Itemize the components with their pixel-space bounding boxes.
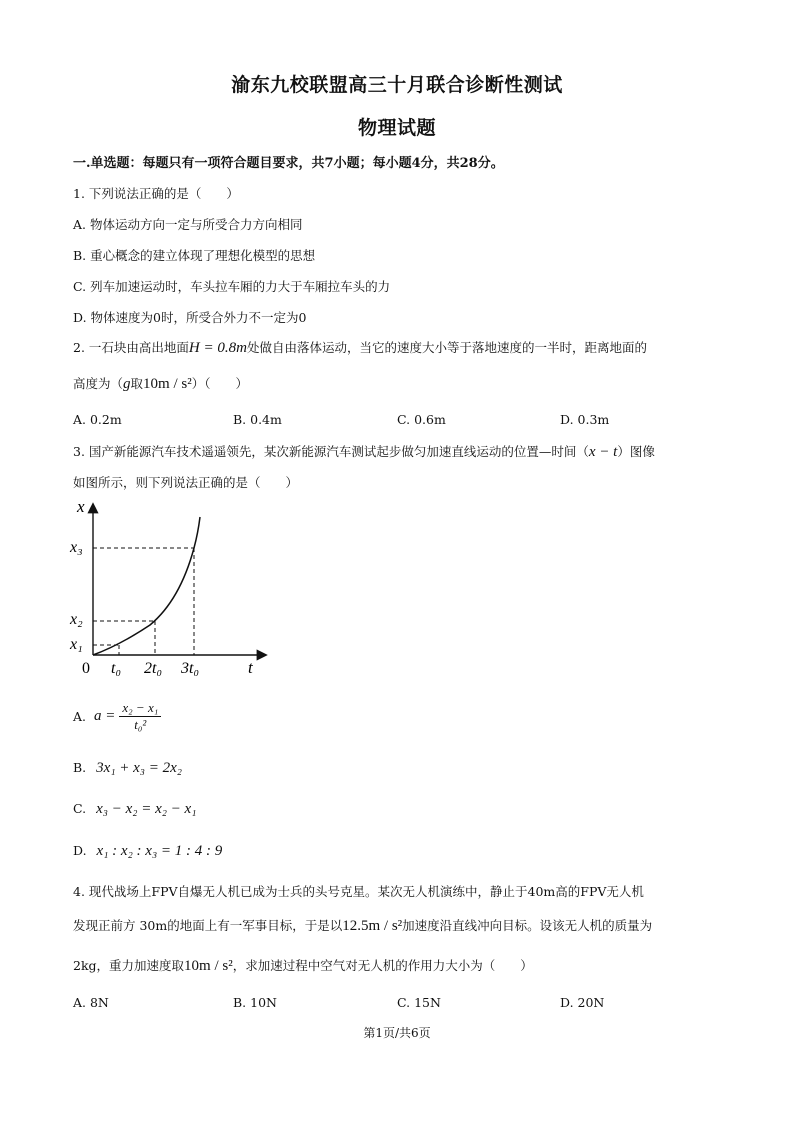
question-3-stem-line2: 如图所示，则下列说法正确的是（ ） [73, 475, 299, 490]
position-curve [93, 517, 200, 655]
question-4-line1: 4. 现代战场上FPV自爆无人机已成为士兵的头号克星。某次无人机演练中，静止于40m高的FPV无人机 [73, 884, 644, 899]
question-2-stem-part-b: 处做自由落体运动，当它的速度大小等于落地速度的一半时，距离地面的 [246, 340, 647, 355]
question-3-option-b [73, 760, 182, 777]
option-b-formula: 3x₁ + x₃ = 2x₂ [96, 760, 183, 776]
x2-label: x₂ [70, 611, 83, 628]
question-2-stem [73, 338, 647, 357]
option-b-prefix: B. [73, 760, 87, 775]
option-c-prefix: C. [73, 801, 87, 816]
question-2-line2-part-a: 高度为（ [73, 376, 124, 391]
option-a-prefix: A. [73, 709, 87, 724]
page-footer: 第1页/共6页 [363, 1026, 431, 1040]
3t0-label: 3t₀ [181, 660, 200, 677]
section-heading: 一.单选题：每题只有一项符合题目要求，共7小题；每小题4分，共28分。 [73, 156, 504, 171]
question-3-line1-text: 3. 国产新能源汽车技术遥遥领先，某次新能源汽车测试起步做匀加速直线运动的位置—时间（ [73, 444, 589, 459]
question-2-g-symbol: g [123, 376, 131, 392]
question-4-line2-a: 发现正前方 30m的地面上有一军事目标，于是以 [73, 918, 343, 933]
question-4-gravity: 10m / s² [184, 958, 233, 974]
question-1-option-d: D. 物体速度为0时，所受合外力不一定为0 [73, 310, 307, 325]
question-2-height-value: H = 0.8m [188, 340, 247, 356]
x-axis-label: t [248, 658, 253, 677]
exam-subtitle: 物理试题 [357, 117, 436, 139]
question-4-line3 [73, 956, 533, 975]
option-a-denominator: t₀² [134, 717, 147, 732]
option-a-fraction [119, 700, 161, 733]
question-1-option-c: C. 列车加速运动时，车头拉车厢的力大于车厢拉车头的力 [73, 279, 391, 294]
question-1-option-b: B. 重心概念的建立体现了理想化模型的思想 [73, 248, 316, 263]
question-4-option-d: D. 20N [560, 995, 605, 1010]
question-4-line2 [73, 916, 652, 935]
question-2-g-value: 10m / s² [143, 376, 192, 392]
y-axis-label: x [77, 497, 85, 516]
option-a-lhs: a = [94, 708, 116, 724]
option-c-formula: x₃ − x₂ = x₂ − x₁ [96, 801, 197, 817]
exam-title: 渝东九校联盟高三十月联合诊断性测试 [231, 74, 563, 96]
question-2-option-d: D. 0.3m [560, 412, 610, 427]
question-2-option-a: A. 0.2m [73, 412, 122, 427]
question-4-option-b: B. 10N [233, 995, 277, 1010]
question-4-line3-b: ，求加速过程中空气对无人机的作用力大小为（ ） [232, 958, 533, 973]
question-3-stem-line1 [73, 442, 655, 461]
question-3-option-d [73, 843, 222, 860]
question-3-option-c [73, 801, 196, 818]
question-2-line2-part-c: ）（ ） [191, 376, 248, 391]
t0-label: t₀ [111, 660, 122, 677]
origin-label: 0 [82, 660, 90, 677]
question-4-acceleration: 12.5m / s² [342, 918, 403, 934]
question-4-option-c: C. 15N [397, 995, 441, 1010]
x3-label: x₃ [70, 539, 83, 556]
question-3-line1-end: ）图像 [617, 444, 655, 459]
2t0-label: 2t₀ [144, 660, 163, 677]
question-1-option-a: A. 物体运动方向一定与所受合力方向相同 [73, 217, 303, 232]
question-2-stem-line2 [73, 374, 248, 393]
question-2-stem-part-a: 2. 一石块由高出地面 [73, 340, 189, 355]
x1-label: x₁ [70, 636, 83, 653]
question-4-line3-a: 2kg，重力加速度取 [73, 958, 185, 973]
question-2-line2-part-b: 取 [130, 376, 144, 391]
question-1-stem: 1. 下列说法正确的是（ ） [73, 186, 239, 201]
question-3-xt: x − t [588, 444, 618, 460]
option-d-formula: x₁ : x₂ : x₃ = 1 : 4 : 9 [96, 843, 223, 859]
dashed-guides [93, 548, 194, 655]
question-4-line2-b: 加速度沿直线冲向目标。设该无人机的质量为 [402, 918, 653, 933]
option-a-numerator: x₂ − x₁ [119, 700, 161, 717]
question-2-option-b: B. 0.4m [233, 412, 282, 427]
question-3-option-a [73, 700, 161, 733]
position-time-graph [60, 495, 280, 690]
option-d-prefix: D. [73, 843, 87, 858]
question-2-option-c: C. 0.6m [397, 412, 446, 427]
question-4-option-a: A. 8N [73, 995, 109, 1010]
